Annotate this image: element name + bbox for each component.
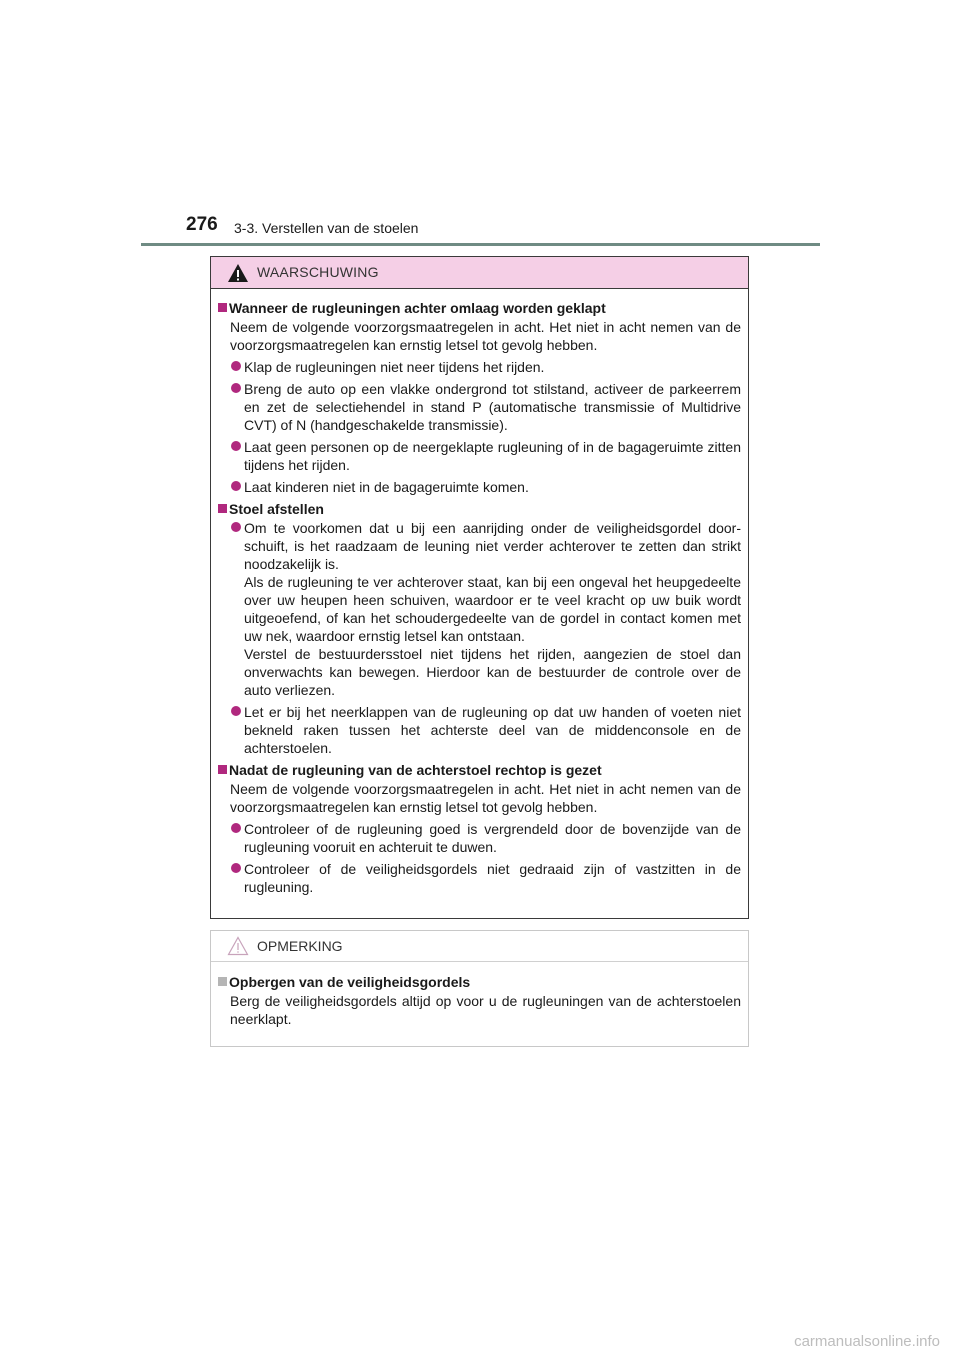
warning-triangle-icon	[227, 263, 249, 283]
square-bullet-icon	[218, 504, 227, 513]
bullet-dot-icon	[231, 823, 241, 833]
notice-triangle-icon	[227, 936, 249, 956]
bullet-dot-icon	[231, 383, 241, 393]
list-item: Controleer of de rugleuning goed is vergrendeld door de bovenzijde van de rugleuning vooruit en achteruit te duwen.	[218, 820, 741, 856]
warning-heading-3: Nadat de rugleuning van de achterstoel rechtop is gezet	[218, 761, 741, 779]
list-item: Laat geen personen op de neergeklapte rugleuning of in de bagageruimte zitten tijdens het rijden.	[218, 438, 741, 474]
page-header	[186, 214, 826, 246]
notice-header	[211, 931, 748, 962]
warning-box	[210, 256, 749, 919]
warning-heading-1: Wanneer de rugleuningen achter omlaag worden geklapt	[218, 299, 741, 317]
warning-body	[211, 289, 748, 896]
notice-label: OPMERKING	[257, 938, 343, 954]
list-item: Klap de rugleuningen niet neer tijdens het rijden.	[218, 358, 741, 376]
list-item: Breng de auto op een vlakke ondergrond tot stilstand, activeer de parkeerrem en zet de selectiehendel in stand P (automatische transmissie of Multidrive CVT) of N (handgeschakelde transmissie).	[218, 380, 741, 434]
notice-paragraph: Berg de veiligheidsgordels altijd op voor u de rugleuningen van de achterstoelen neerklapt.	[230, 993, 741, 1027]
section-title: 3-3. Verstellen van de stoelen	[234, 220, 419, 236]
square-bullet-icon	[218, 977, 227, 986]
list-item: Om te voorkomen dat u bij een aanrijding onder de veiligheidsgordel doorschuift, is het raadzaam de leuning niet verder achterover te zetten dan strikt noodzakelijk is. Als de rugleuning te ver achterover staat, kan bij een ongeval het heupgedeelte over uw heupen heen schuiven, waardoor er te veel kracht op uw buik wordt uitgeoefend, of kan het schoudergedeelte van de gordel in contact komen met uw nek, waardoor ernstig letsel kan ontstaan. Verstel de bestuurdersstoel niet tijdens het rijden, aangezien de stoel dan onverwachts kan bewegen. Hierdoor kan de bestuurder de controle over de auto verliezen.	[218, 519, 741, 699]
header-divider	[141, 243, 820, 246]
bullet-dot-icon	[231, 706, 241, 716]
warning-paragraph-3: Neem de volgende voorzorgsmaatregelen in acht. Het niet in acht nemen van de voorzorgsmaatregelen kan ernstig letsel tot gevolg hebben.	[230, 781, 741, 815]
list-item: Laat kinderen niet in de bagageruimte komen.	[218, 478, 741, 496]
notice-heading: Opbergen van de veiligheidsgordels	[218, 973, 741, 991]
page-number: 276	[186, 214, 218, 235]
warning-header	[211, 257, 748, 289]
bullet-dot-icon	[231, 361, 241, 371]
square-bullet-icon	[218, 303, 227, 312]
warning-heading-2: Stoel afstellen	[218, 500, 741, 518]
bullet-dot-icon	[231, 522, 241, 532]
bullet-dot-icon	[231, 441, 241, 451]
warning-paragraph-1: Neem de volgende voorzorgsmaatregelen in acht. Het niet in acht nemen van de voorzorgsmaatregelen kan ernstig letsel tot gevolg hebben.	[230, 319, 741, 353]
warning-label: WAARSCHUWING	[257, 264, 379, 280]
list-item: Controleer of de veiligheidsgordels niet gedraaid zijn of vastzitten in de rugleuning.	[218, 860, 741, 896]
bullet-dot-icon	[231, 481, 241, 491]
list-item: Let er bij het neerklappen van de rugleuning op dat uw handen of voeten niet bekneld raken tussen het achterste deel van de middenconsole en de achterstoelen.	[218, 703, 741, 757]
watermark: carmanualsonline.info	[794, 1333, 940, 1350]
notice-box	[210, 930, 749, 1047]
bullet-dot-icon	[231, 863, 241, 873]
notice-body	[211, 962, 748, 1028]
square-bullet-icon	[218, 765, 227, 774]
